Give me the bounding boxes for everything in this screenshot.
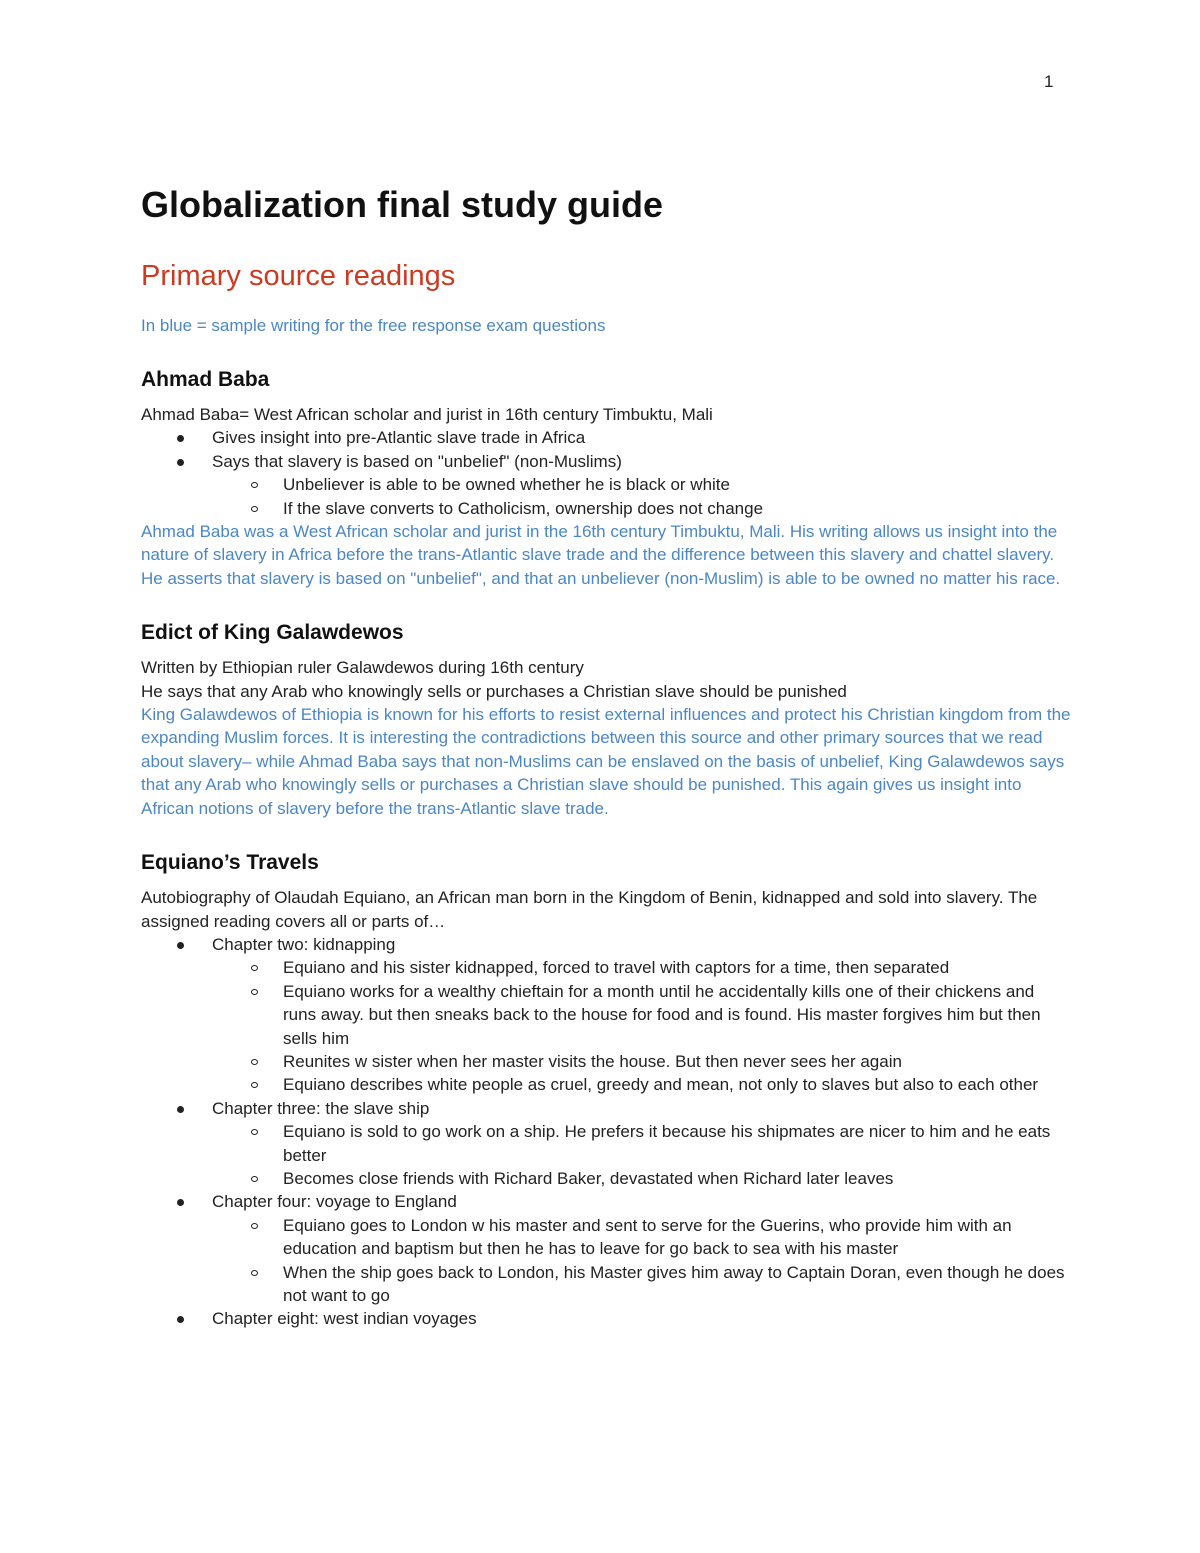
- list-item-text: Gives insight into pre-Atlantic slave trade in Africa: [212, 428, 586, 448]
- list-item: [141, 933, 1071, 1097]
- section-galawdewos: [141, 620, 1071, 820]
- sub-list-item: If the slave converts to Catholicism, ownership does not change: [283, 497, 1071, 520]
- sub-list-item: Unbeliever is able to be owned whether he is black or white: [283, 473, 1071, 496]
- sub-list-item: Equiano works for a wealthy chieftain for a month until he accidentally kills one of their chickens and runs away. but then sneaks back to the house for food and is found. His master forgives him but then sells him: [283, 980, 1071, 1050]
- page-number: 1: [1044, 72, 1054, 91]
- intro-line: Written by Ethiopian ruler Galawdewos during 16th century: [141, 658, 584, 678]
- sub-bullet-list: [141, 473, 1071, 520]
- sub-list-item: Reunites w sister when her master visits the house. But then never sees her again: [283, 1050, 1071, 1073]
- sub-list-item: Becomes close friends with Richard Baker, devastated when Richard later leaves: [283, 1167, 1071, 1190]
- sub-bullet-list: [141, 1120, 1071, 1190]
- list-item: [141, 1307, 1071, 1330]
- section-heading: Primary source readings: [141, 260, 456, 292]
- subsection-heading: Equiano’s Travels: [141, 851, 319, 875]
- section-ahmad-baba: [141, 367, 1071, 590]
- bullet-list: [141, 933, 1071, 1331]
- sub-list-item: Equiano is sold to go work on a ship. He prefers it because his shipmates are nicer to him and he eats better: [283, 1120, 1071, 1167]
- sub-list-item: Equiano goes to London w his master and sent to serve for the Guerins, who provide him with an education and baptism but then he has to leave for go back to sea with his master: [283, 1214, 1071, 1261]
- sub-list-item: Equiano describes white people as cruel, greedy and mean, not only to slaves but also to each other: [283, 1073, 1071, 1096]
- list-item-text: Chapter two: kidnapping: [212, 934, 396, 954]
- list-item: [141, 1190, 1071, 1307]
- list-item: [141, 450, 1071, 520]
- list-item: [141, 1097, 1071, 1191]
- subsection-heading: Edict of King Galawdewos: [141, 621, 404, 645]
- list-item-text: Says that slavery is based on "unbelief" (non-Muslims): [212, 451, 622, 471]
- document-title: Globalization final study guide: [141, 184, 664, 225]
- sub-list-item: When the ship goes back to London, his Master gives him away to Captain Doran, even though he does not want to go: [283, 1261, 1071, 1308]
- sample-response: Ahmad Baba was a West African scholar and jurist in the 16th century Timbuktu, Mali. His writing allows us insight into the nature of slavery in Africa before the trans-Atlantic slave trade and the difference between this slavery and chattel slavery. He asserts that slavery is based on "unbelief", and that an unbeliever (non-Muslim) is able to be owned no matter his race.: [141, 522, 1061, 588]
- subsection-heading: Ahmad Baba: [141, 368, 270, 391]
- list-item: [141, 426, 1071, 449]
- sample-response: King Galawdewos of Ethiopia is known for his efforts to resist external influences and protect his Christian kingdom from the expanding Muslim forces. It is interesting the contradictions between this source and other primary sources that we read about slavery– while Ahmad Baba says that non-Muslims can be enslaved on the basis of unbelief, King Galawdewos says that any Arab who knowingly sells or purchases a Christian slave should be punished. This again gives us insight into African notions of slavery before the trans-Atlantic slave trade.: [141, 705, 1071, 818]
- section-equiano: [141, 850, 1071, 1331]
- bullet-list: [141, 426, 1071, 520]
- list-item-text: Chapter four: voyage to England: [212, 1192, 457, 1212]
- list-item-text: Chapter three: the slave ship: [212, 1098, 430, 1118]
- intro-line: He says that any Arab who knowingly sells or purchases a Christian slave should be punished: [141, 681, 847, 701]
- document-body: [141, 182, 1071, 1331]
- list-item-text: Chapter eight: west indian voyages: [212, 1309, 477, 1329]
- sub-list-item: Equiano and his sister kidnapped, forced to travel with captors for a time, then separated: [283, 956, 1071, 979]
- intro-line: Autobiography of Olaudah Equiano, an African man born in the Kingdom of Benin, kidnapped and sold into slavery. The assigned reading covers all or parts of…: [141, 888, 1038, 931]
- intro-line: Ahmad Baba= West African scholar and jurist in 16th century Timbuktu, Mali: [141, 405, 713, 424]
- sub-bullet-list: [141, 956, 1071, 1096]
- sub-bullet-list: [141, 1214, 1071, 1308]
- legend-note: In blue = sample writing for the free response exam questions: [141, 316, 606, 335]
